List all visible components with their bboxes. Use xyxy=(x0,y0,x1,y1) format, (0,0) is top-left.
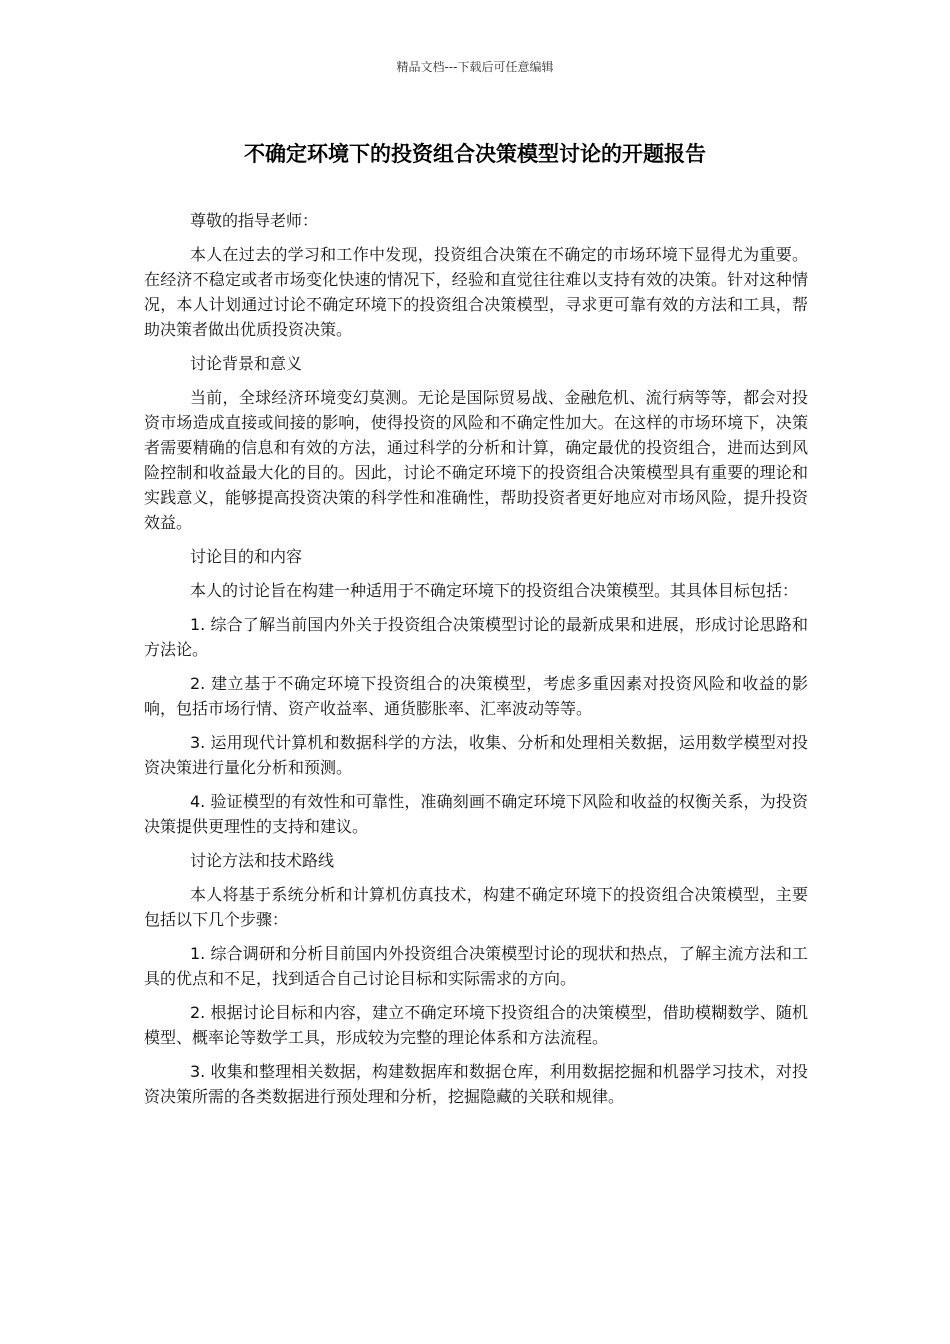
document-title: 不确定环境下的投资组合决策模型讨论的开题报告 xyxy=(244,142,706,166)
document-body xyxy=(144,208,808,1118)
page-header: 精品文档---下载后可任意编辑 xyxy=(396,60,554,74)
goals-intro-paragraph: 本人的讨论旨在构建一种适用于不确定环境下的投资组合决策模型。其具体目标包括： xyxy=(190,581,799,600)
method-step-2: 2. 根据讨论目标和内容，建立不确定环境下投资组合的决策模型，借助模糊数学、随机模型、概率论等数学工具，形成较为完整的理论体系和方法流程。 xyxy=(144,1003,808,1047)
section-heading-goals: 讨论目的和内容 xyxy=(190,547,303,566)
methods-intro-paragraph: 本人将基于系统分析和计算机仿真技术，构建不确定环境下的投资组合决策模型，主要包括以下几个步骤： xyxy=(144,885,808,929)
section-heading-methods: 讨论方法和技术路线 xyxy=(190,851,335,870)
goal-item-4: 4. 验证模型的有效性和可靠性，准确刻画不确定环境下风险和收益的权衡关系，为投资决策提供更理性的支持和建议。 xyxy=(144,792,808,836)
method-step-1: 1. 综合调研和分析目前国内外投资组合决策模型讨论的现状和热点，了解主流方法和工具的优点和不足，找到适合自己讨论目标和实际需求的方向。 xyxy=(144,944,808,988)
goal-item-2: 2. 建立基于不确定环境下投资组合的决策模型，考虑多重因素对投资风险和收益的影响，包括市场行情、资产收益率、通货膨胀率、汇率波动等等。 xyxy=(144,674,808,718)
background-paragraph: 当前，全球经济环境变幻莫测。无论是国际贸易战、金融危机、流行病等等，都会对投资市场造成直接或间接的影响，使得投资的风险和不确定性加大。在这样的市场环境下，决策者需要精确的信息和有效的方法，通过科学的分析和计算，确定最优的投资组合，进而达到风险控制和收益最大化的目的。因此，讨论不确定环境下的投资组合决策模型具有重要的理论和实践意义，能够提高投资决策的科学性和准确性，帮助投资者更好地应对市场风险，提升投资效益。 xyxy=(144,388,808,532)
intro-paragraph: 本人在过去的学习和工作中发现，投资组合决策在不确定的市场环境下显得尤为重要。在经济不稳定或者市场变化快速的情况下，经验和直觉往往难以支持有效的决策。针对这种情况，本人计划通过讨论不确定环境下的投资组合决策模型，寻求更可靠有效的方法和工具，帮助决策者做出优质投资决策。 xyxy=(144,245,808,339)
goal-item-3: 3. 运用现代计算机和数据科学的方法，收集、分析和处理相关数据，运用数学模型对投资决策进行量化分析和预测。 xyxy=(144,733,808,777)
section-heading-background: 讨论背景和意义 xyxy=(190,354,303,373)
greeting: 尊敬的指导老师： xyxy=(190,211,319,230)
method-step-3: 3. 收集和整理相关数据，构建数据库和数据仓库，利用数据挖掘和机器学习技术，对投资决策所需的各类数据进行预处理和分析，挖掘隐藏的关联和规律。 xyxy=(144,1062,808,1106)
goal-item-1: 1. 综合了解当前国内外关于投资组合决策模型讨论的最新成果和进展，形成讨论思路和方法论。 xyxy=(144,615,808,659)
